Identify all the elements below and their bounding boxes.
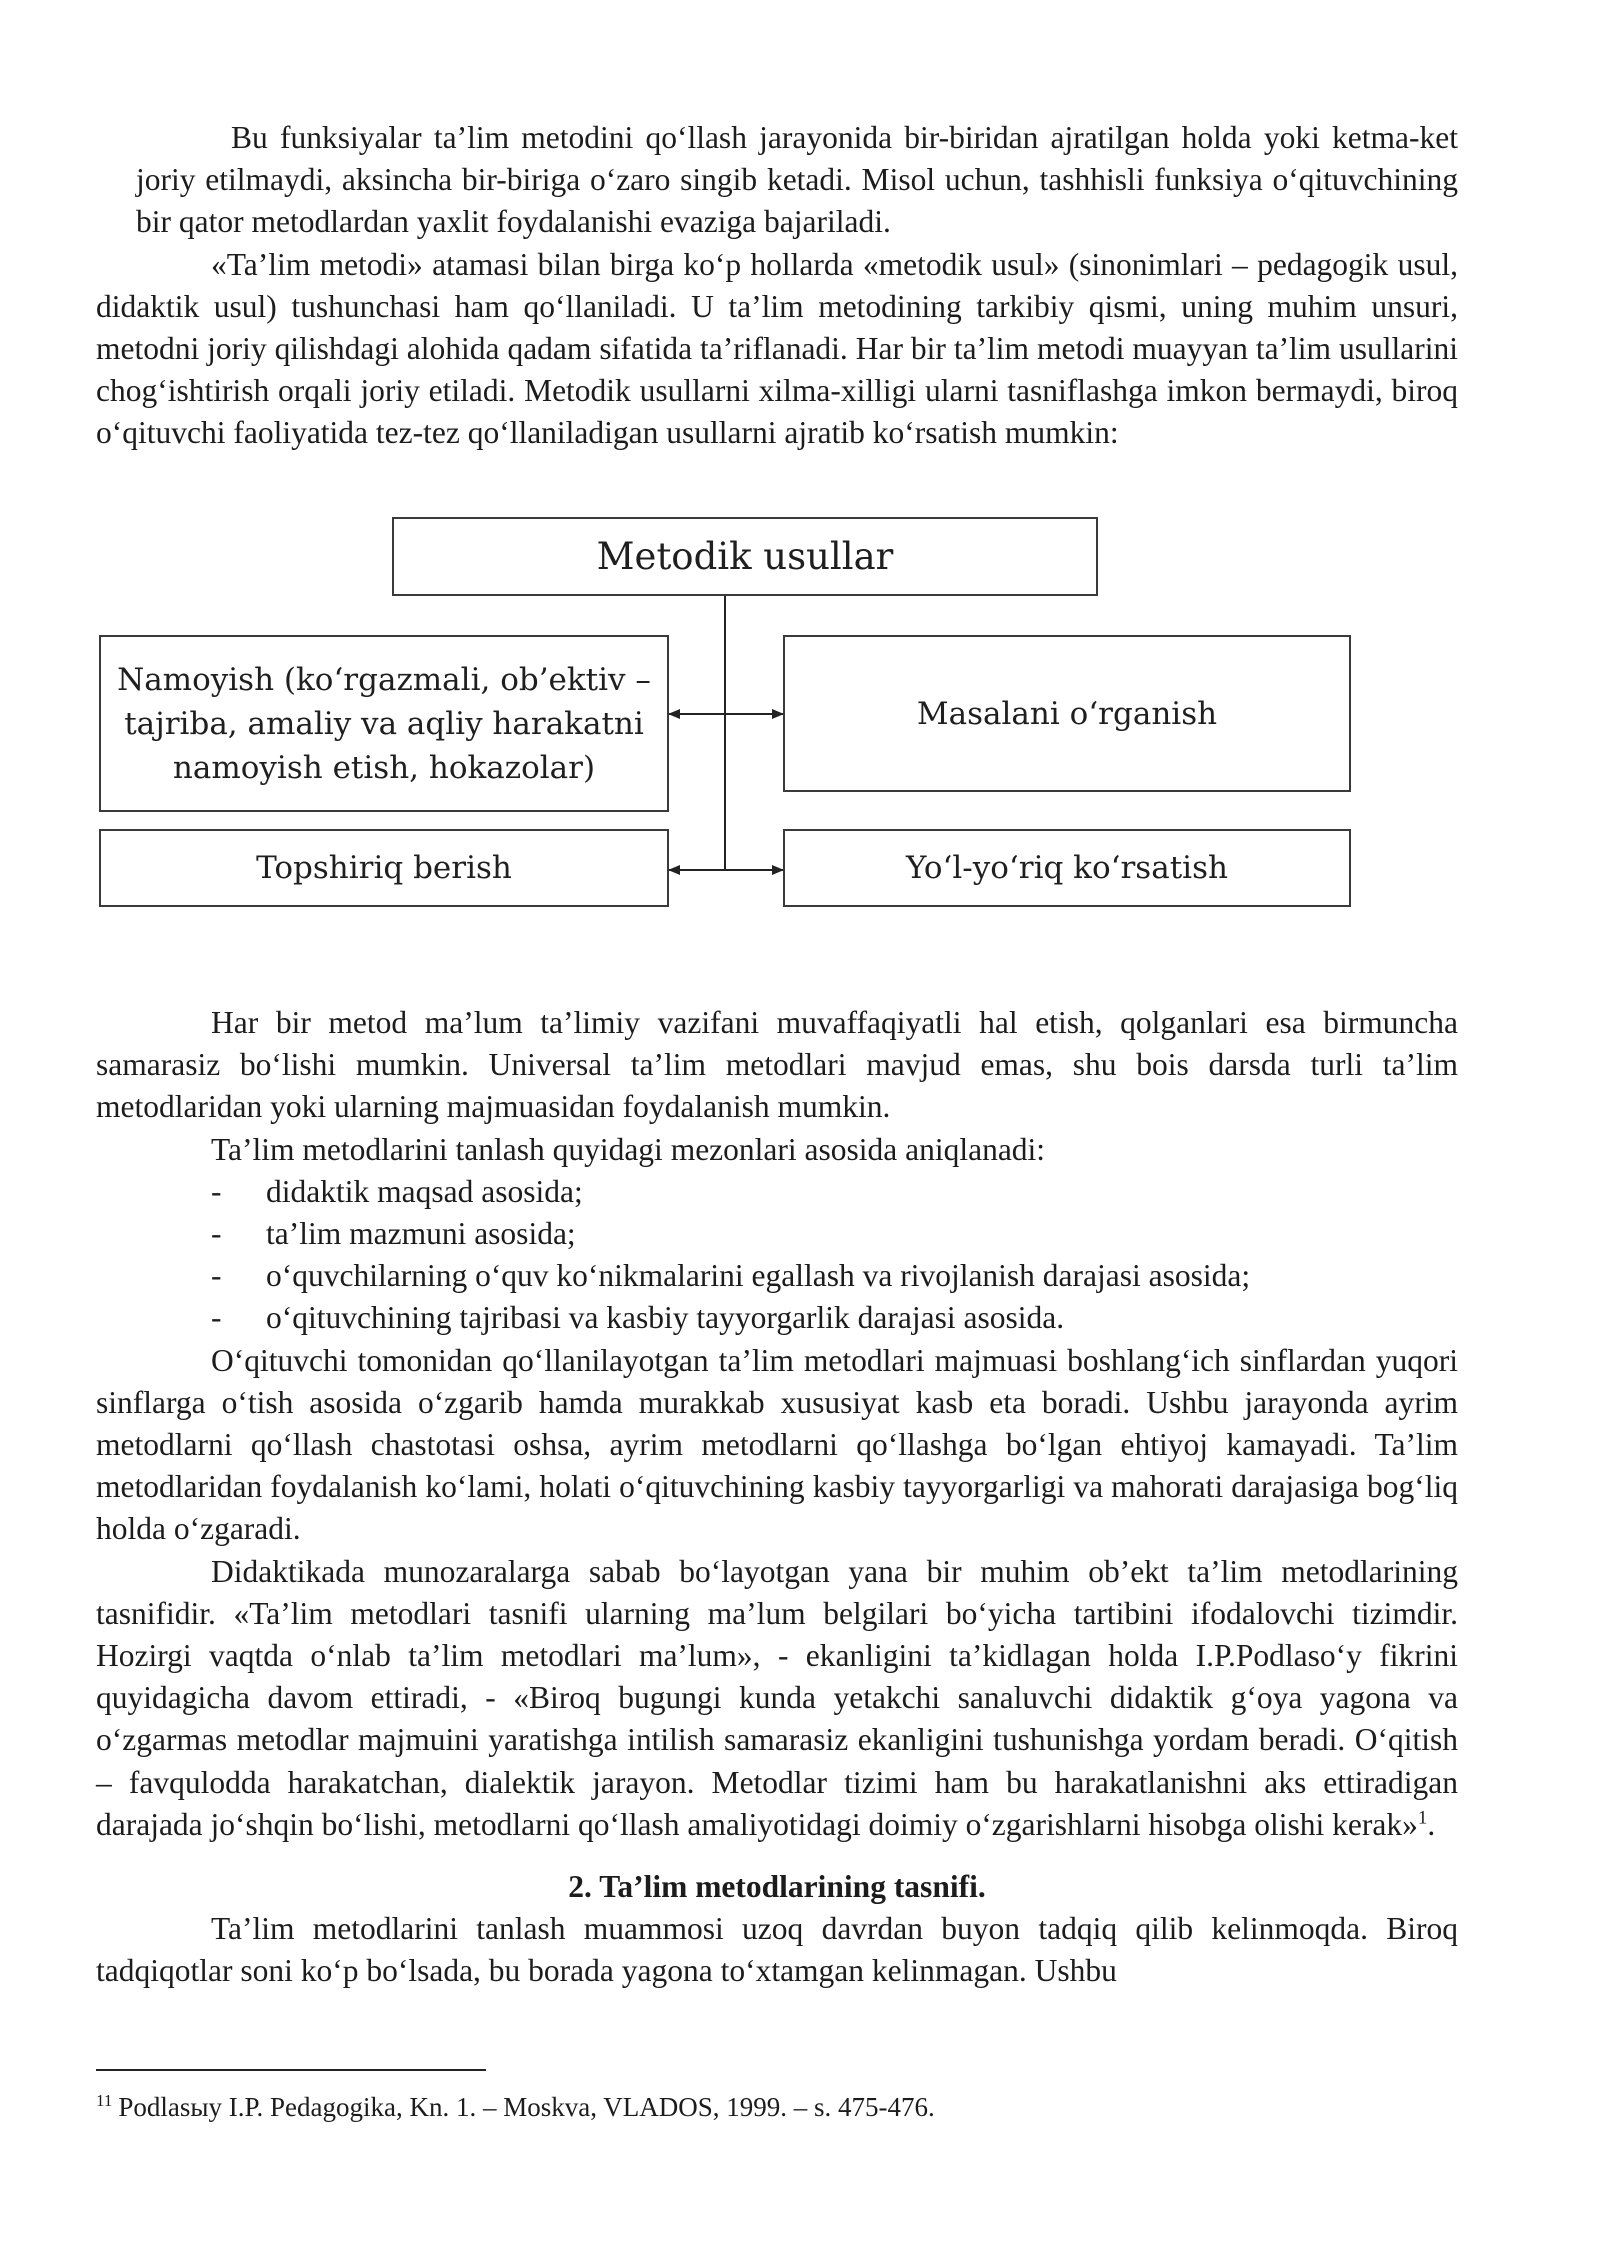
diagram-box-namoyish: [99, 635, 669, 812]
list-dash: -: [211, 1258, 222, 1294]
diagram-box-namoyish-line-3: namoyish etish, hokazolar): [172, 749, 596, 786]
list-item-text: o‘qituvchining tajribasi va kasbiy tayyorgarlik darajasi asosida.: [266, 1300, 1065, 1336]
main-text-block: [96, 1002, 1458, 1993]
diagram-box-namoyish-line-1: Namoyish (ko‘rgazmali, ob’ektiv –: [117, 661, 651, 698]
list-dash: -: [211, 1216, 222, 1252]
list-dash: -: [211, 1173, 222, 1209]
diagram-title-box: [392, 517, 1098, 596]
paragraph-selection-criteria: Ta’lim metodlarini tanlash quyidagi mezonlari asosida aniqlanadi:: [211, 1131, 1046, 1167]
diagram-box-topshiriq: [99, 829, 669, 907]
footnote-mark: 11: [96, 2091, 113, 2110]
paragraph-universal-methods: Har bir metod ma’lum ta’limiy vazifani muvaffaqiyatli hal etish, qolganlari esa birmuncha samarasiz bo‘lishi mumkin. Universal ta’lim metodlari mavjud emas, shu bois darsda turli ta’lim metodlaridan yoki ularning majmuasidan foydalanish mumkin.: [96, 1005, 1458, 1125]
paragraph-method-complex: O‘qituvchi tomonidan qo‘llanilayotgan ta’lim metodlari majmuasi boshlang‘ich sinflardan yuqori sinflarga o‘tish asosida o‘zgarib hamda murakkab xususiyat kasb eta boradi. Ushbu jarayonda ayrim metodlarni qo‘llash chastotasi oshsa, ayrim metodlarni qo‘llashga bo‘lgan ehtiyoj kamayadi. Ta’lim metodlaridan foydalanish ko‘lami, holati o‘qituvchining kasbiy tayyorgarligi va mahorati darajasiga bog‘liq holda o‘zgaradi.: [96, 1342, 1458, 1547]
diagram-title: Metodik usullar: [596, 534, 894, 578]
diagram-box-masala: [783, 635, 1351, 792]
list-dash: -: [211, 1300, 222, 1336]
footnote-separator: [96, 2069, 486, 2071]
diagram-box-yol-yoriq: [783, 829, 1351, 907]
list-item-text: o‘quvchilarning o‘quv ko‘nikmalarini egallash va rivojlanish darajasi asosida;: [266, 1258, 1251, 1294]
criteria-list: [96, 1171, 1458, 1340]
footnote: [96, 2083, 935, 2125]
paragraph-classification-end: .: [1427, 1806, 1436, 1842]
diagram-box-yol-yoriq-label: Yo‘l-yo‘riq ko‘rsatish: [906, 850, 1228, 886]
list-item-text: ta’lim mazmuni asosida;: [266, 1216, 576, 1252]
list-item: [96, 1213, 1458, 1255]
section-heading: 2. Ta’lim metodlarining tasnifi.: [568, 1869, 986, 1905]
list-item-text: didaktik maqsad asosida;: [266, 1173, 583, 1209]
list-item: [96, 1171, 1458, 1213]
paragraph-selection-problem: Ta’lim metodlarini tanlash muammosi uzoq davrdan buyon tadqiq qilib kelinmoqda. Biroq tadqiqotlar soni ko‘p bo‘lsada, bu borada yagona to‘xtamgan kelinmagan. Ushbu: [96, 1911, 1458, 1989]
paragraph-functions: Bu funksiyalar ta’lim metodini qo‘llash jarayonida bir-biridan ajratilgan holda yoki ketma-ket joriy etilmaydi, aksincha bir-biriga o‘zaro singib ketadi. Misol uchun, tashhisli funksiya o‘qituvchining bir qator metodlardan yaxlit foydalanishi evaziga bajariladi.: [136, 120, 1458, 240]
diagram-box-namoyish-line-2: tajriba, amaliy va aqliy harakatni: [124, 705, 644, 742]
paragraph-classification-debate: [96, 1551, 1458, 1846]
footnote-text: Podlasыy I.P. Pedagogika, Kn. 1. – Moskva, VLADOS, 1999. – s. 475-476.: [118, 2092, 935, 2122]
paragraph-classification-text: Didaktikada munozaralarga sabab bo‘layotgan yana bir muhim ob’ekt ta’lim metodlarining tasnifidir. «Ta’lim metodlari tasnifi ularning ma’lum belgilari bo‘yicha tartibini ifodalovchi tizimdir. Hozirgi vaqtda o‘nlab ta’lim metodlari ma’lum», - ekanligini ta’kidlagan holda I.P.Podlaso‘y fikrini quyidagicha davom ettiradi, - «Biroq bugungi kunda yetakchi sanaluvchi didaktik g‘oya yagona va o‘zgarmas metodlar majmuini yaratishga intilish samarasiz ekanligini tushunishga yordam beradi. O‘qitish – favqulodda harakatchan, dialektik jarayon. Metodlar tizimi ham bu harakatlanishni aks ettiradigan darajada jo‘shqin bo‘lishi, metodlarni qo‘llash amaliyotidagi doimiy o‘zgarishlarni hisobga olishi kerak»: [96, 1553, 1458, 1842]
paragraph-methodical-technique: «Ta’lim metodi» atamasi bilan birga ko‘p hollarda «metodik usul» (sinonimlari – pedagogik usul, didaktik usul) tushunchasi ham qo‘llaniladi. U ta’lim metodining tarkibiy qismi, uning muhim unsuri, metodni joriy qilishdagi alohida qadam sifatida ta’riflanadi. Har bir ta’lim metodi muayyan ta’lim usullarini chog‘ishtirish orqali joriy etiladi. Metodik usullarni xilma-xilligi ularni tasniflashga imkon bermaydi, biroq o‘qituvchi faoliyatida tez-tez qo‘llaniladigan usullarni ajratib ko‘rsatish mumkin:: [96, 246, 1458, 451]
footnote-reference: 1: [1417, 1807, 1428, 1829]
list-item: [96, 1297, 1458, 1339]
diagram-box-masala-label: Masalani o‘rganish: [916, 695, 1218, 732]
diagram-box-topshiriq-label: Topshiriq berish: [256, 850, 512, 886]
list-item: [96, 1255, 1458, 1297]
